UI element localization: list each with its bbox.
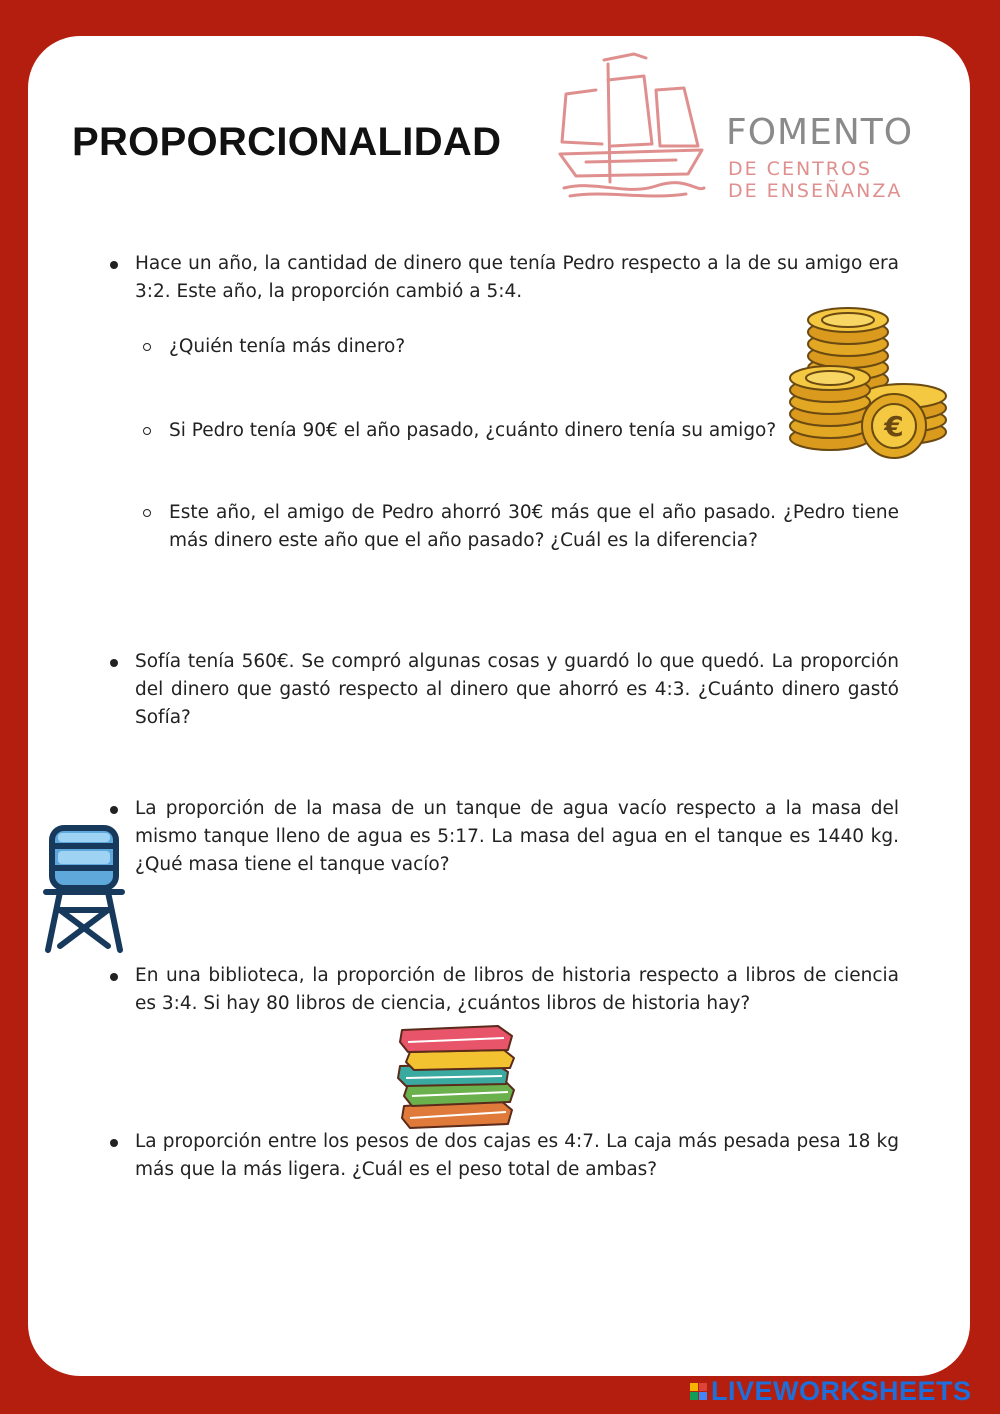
logo-text-ensenanza: DE ENSEÑANZA: [728, 180, 903, 202]
liveworksheets-text: LIVEWORKSHEETS: [711, 1375, 972, 1406]
question-1c-text: Este año, el amigo de Pedro ahorró 30€ más que el año pasado. ¿Pedro tiene más dinero este año que el año pasado? ¿Cuál es la diferencia?: [169, 502, 899, 551]
page-title: PROPORCIONALIDAD: [72, 120, 502, 164]
liveworksheets-brand: [690, 1376, 972, 1406]
svg-text:€: €: [884, 410, 904, 443]
question-3-text: La proporción de la masa de un tanque de agua vacío respecto a la masa del mismo tanque lleno de agua es 5:17. La masa del agua en el tanque es 1440 kg. ¿Qué masa tiene el tanque vacío?: [135, 798, 899, 875]
question-1a-text: ¿Quién tenía más dinero?: [169, 336, 406, 357]
question-1-text: Hace un año, la cantidad de dinero que tenía Pedro respecto a la de su amigo era 3:2. Este año, la proporción cambió a 5:4.: [135, 253, 899, 302]
bullet-marker: [110, 659, 118, 667]
bullet-marker: [110, 973, 118, 981]
question-5-text: La proporción entre los pesos de dos cajas es 4:7. La caja más pesada pesa 18 kg más que la más ligera. ¿Cuál es el peso total de ambas?: [135, 1131, 899, 1180]
sub-bullet-marker: [143, 509, 151, 517]
sub-bullet-marker: [143, 427, 151, 435]
logo-text-centros: DE CENTROS: [728, 158, 872, 180]
sub-bullet-marker: [143, 343, 151, 351]
water-tank-icon: [42, 822, 126, 956]
euro-coins-icon: [786, 296, 952, 466]
logo-text-fomento: FOMENTO: [726, 112, 914, 153]
question-4-text: En una biblioteca, la proporción de libros de historia respecto a libros de ciencia es 3:4. Si hay 80 libros de ciencia, ¿cuántos libros de historia hay?: [135, 965, 899, 1014]
bullet-marker: [110, 261, 118, 269]
books-stack-icon: [396, 1020, 520, 1132]
question-2-text: Sofía tenía 560€. Se compró algunas cosas y guardó lo que quedó. La proporción del dinero que gastó respecto al dinero que ahorró es 4:3. ¿Cuánto dinero gastó Sofía?: [135, 651, 899, 728]
bullet-marker: [110, 1139, 118, 1147]
ship-logo-icon: [556, 50, 706, 200]
question-1b-text: Si Pedro tenía 90€ el año pasado, ¿cuánto dinero tenía su amigo?: [169, 420, 777, 441]
liveworksheets-logo-icon: [690, 1383, 707, 1400]
bullet-marker: [110, 806, 118, 814]
